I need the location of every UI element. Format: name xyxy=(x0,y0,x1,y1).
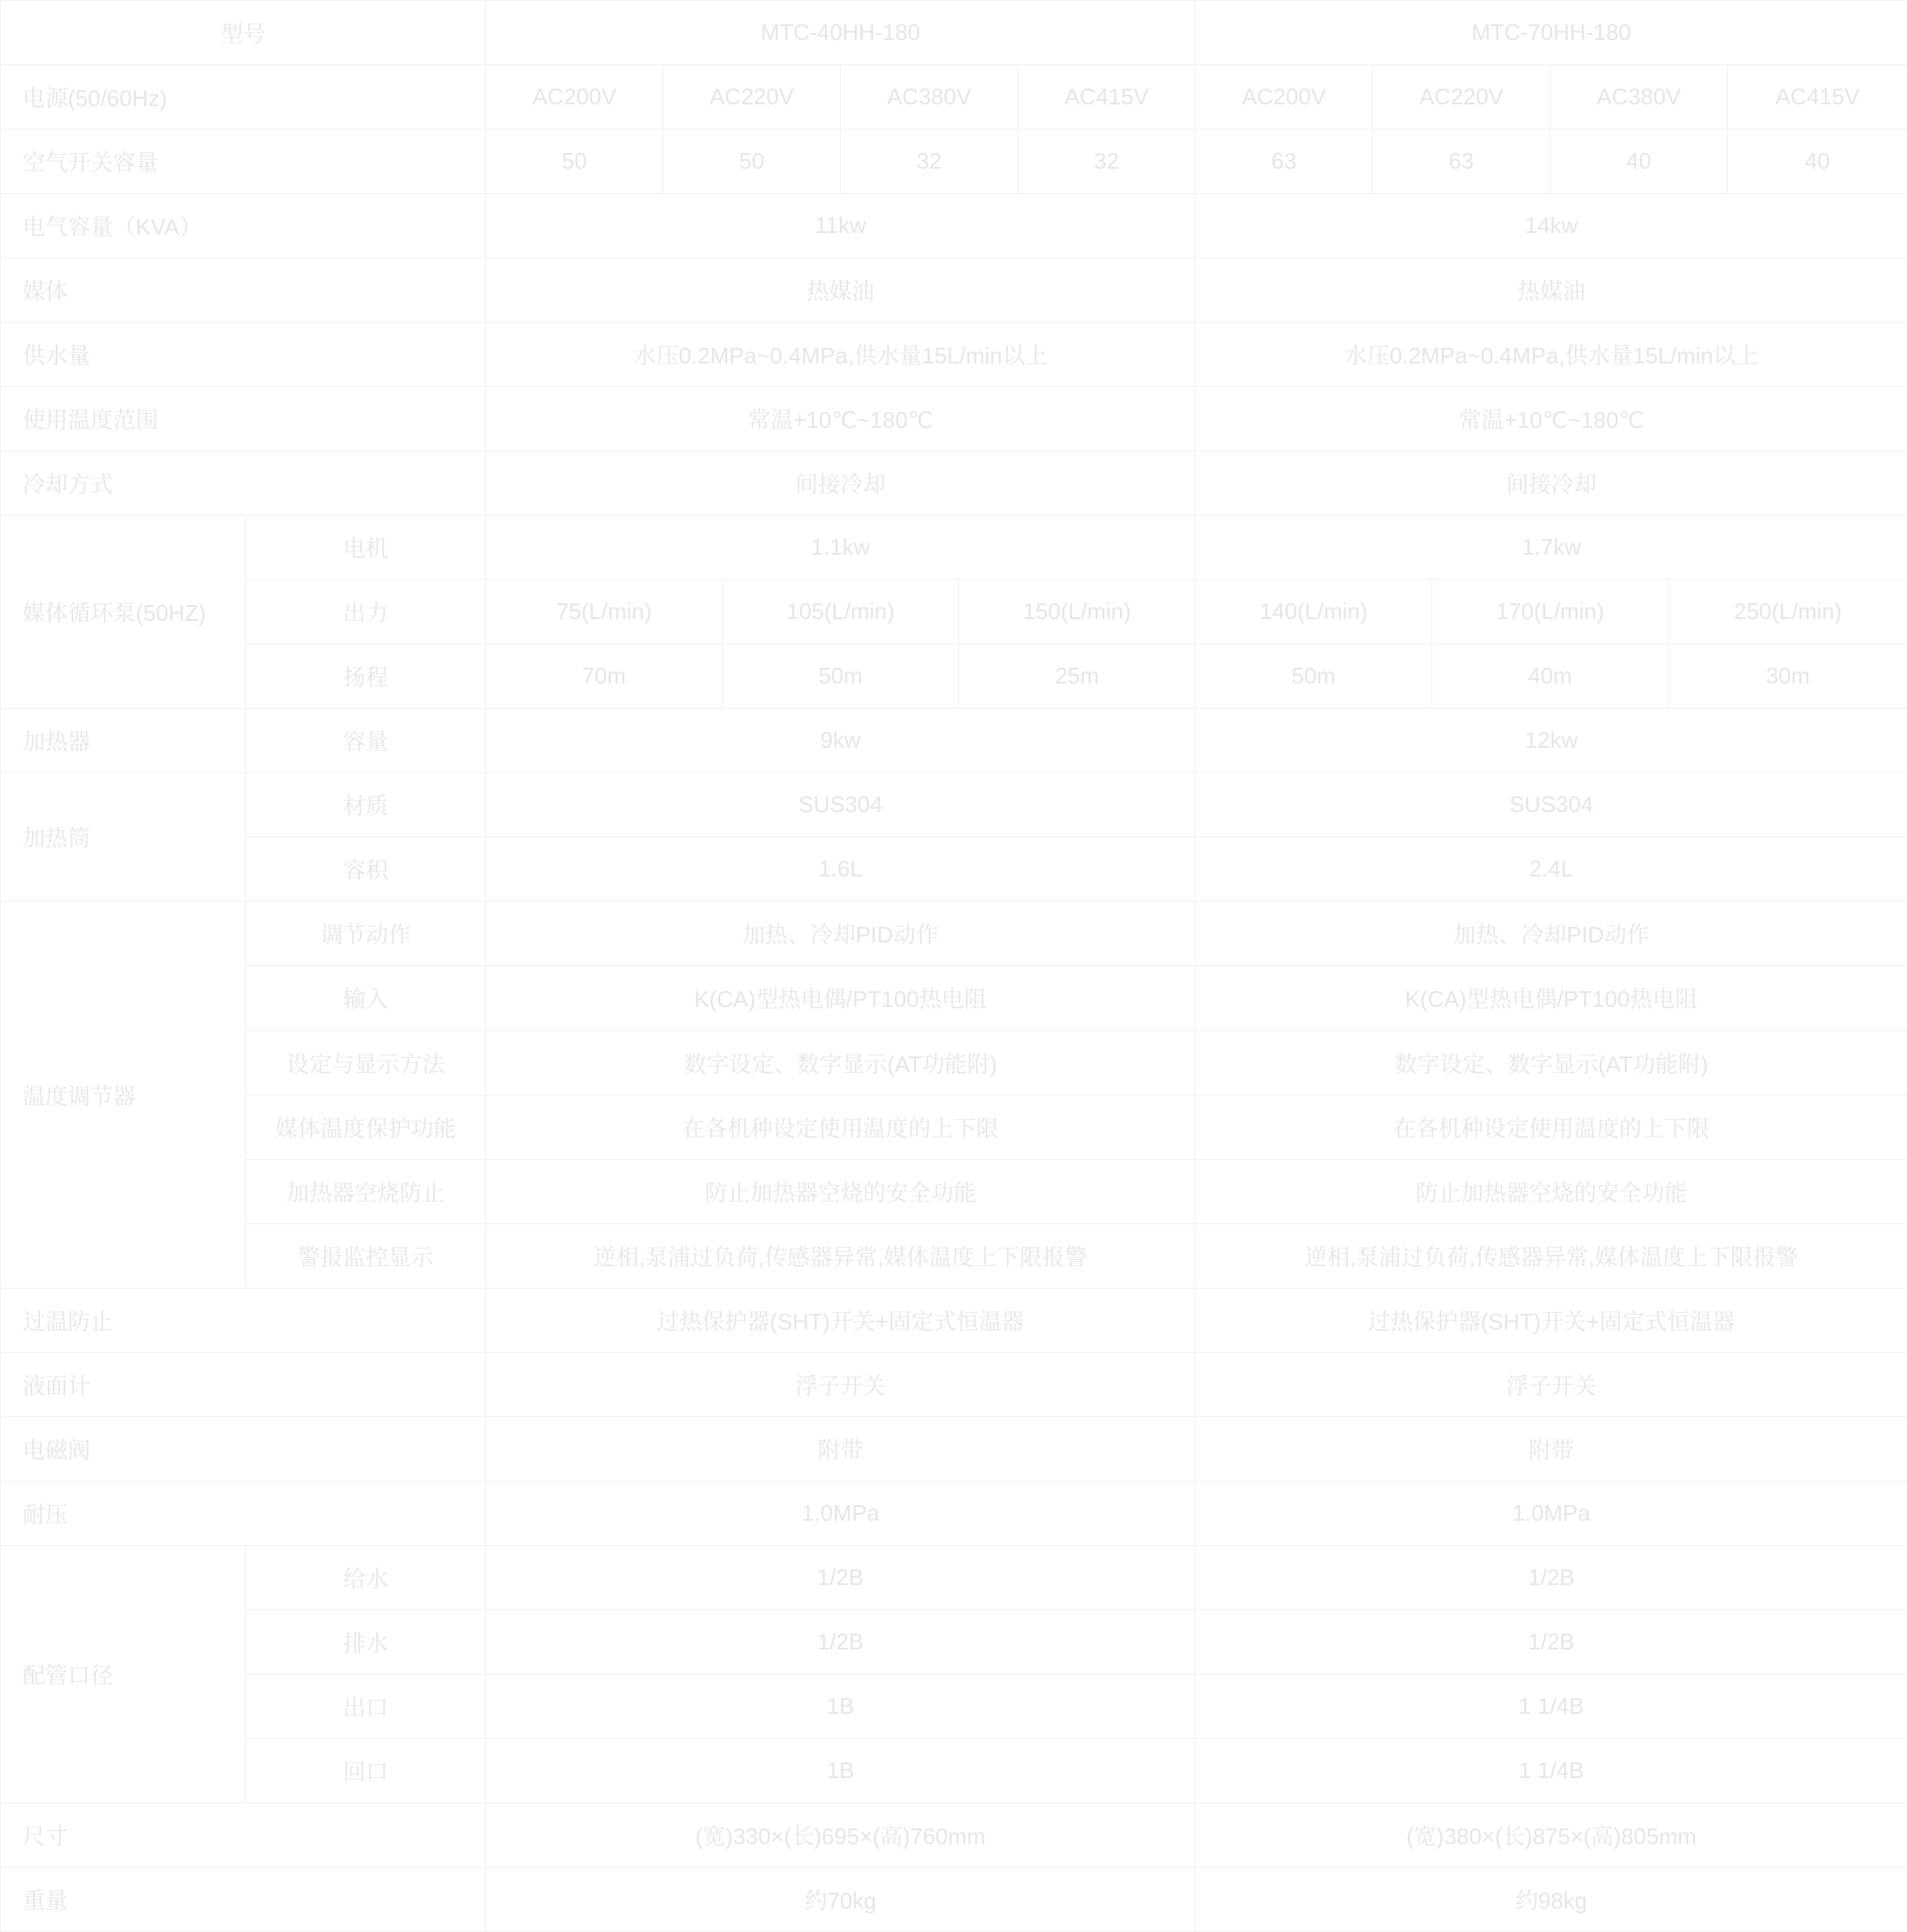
table-row xyxy=(1,1481,1907,1545)
table-row xyxy=(1,1223,1907,1288)
cell-value: K(CA)型热电偶/PT100热电阻 xyxy=(486,966,1196,1030)
row-label: 电气容量（KVA） xyxy=(1,194,486,258)
row-sublabel: 调节动作 xyxy=(246,902,486,966)
row-label: 冷却方式 xyxy=(1,451,486,516)
cell-value: 1/2B xyxy=(486,1545,1196,1609)
row-label: 液面计 xyxy=(1,1352,486,1416)
table-row xyxy=(1,837,1907,902)
cell-value: 2.4L xyxy=(1196,837,1907,902)
cell-value: 防止加热器空烧的安全功能 xyxy=(1196,1159,1907,1223)
cell-value: 加热、冷却PID动作 xyxy=(486,902,1196,966)
table-row xyxy=(1,451,1907,516)
table-row xyxy=(1,323,1907,387)
cell-value: 40m xyxy=(1432,644,1669,709)
row-sublabel: 扬程 xyxy=(246,644,486,709)
cell-value: 250(L/min) xyxy=(1669,580,1907,644)
cell-value: 浮子开关 xyxy=(1196,1352,1907,1416)
cell-value: 附带 xyxy=(486,1416,1196,1481)
row-sublabel: 媒体温度保护功能 xyxy=(246,1095,486,1159)
cell-value: AC200V xyxy=(1196,65,1373,130)
row-sublabel: 出力 xyxy=(246,580,486,644)
cell-value: 1 1/4B xyxy=(1196,1738,1907,1802)
cell-value: 水压0.2MPa~0.4MPa,供水量15L/min以上 xyxy=(1196,323,1907,387)
row-label: 过温防止 xyxy=(1,1288,486,1352)
cell-value: 50 xyxy=(663,130,841,194)
row-sublabel: 设定与显示方法 xyxy=(246,1030,486,1095)
spec-table-body xyxy=(1,1,1907,1932)
cell-value: 1/2B xyxy=(486,1609,1196,1674)
cell-value: 1 1/4B xyxy=(1196,1674,1907,1738)
row-label: 电磁阀 xyxy=(1,1416,486,1481)
cell-value: 9kw xyxy=(486,709,1196,773)
row-label: 空气开关容量 xyxy=(1,130,486,194)
cell-value: 11kw xyxy=(486,194,1196,258)
row-label: 加热器 xyxy=(1,709,246,773)
cell-value: 加热、冷却PID动作 xyxy=(1196,902,1907,966)
cell-value: (宽)330×(长)695×(高)760mm xyxy=(486,1802,1196,1867)
cell-value: 63 xyxy=(1373,130,1550,194)
cell-value: 1B xyxy=(486,1738,1196,1802)
row-sublabel: 容积 xyxy=(246,837,486,902)
cell-value: 40 xyxy=(1728,130,1907,194)
row-sublabel: 警报监控显示 xyxy=(246,1223,486,1288)
table-row xyxy=(1,1,1907,65)
table-row xyxy=(1,516,1907,580)
row-sublabel: 给水 xyxy=(246,1545,486,1609)
cell-value: SUS304 xyxy=(486,773,1196,837)
cell-value: 63 xyxy=(1196,130,1373,194)
row-sublabel: 输入 xyxy=(246,966,486,1030)
cell-value: 30m xyxy=(1669,644,1907,709)
cell-value: AC200V xyxy=(486,65,663,130)
table-row xyxy=(1,1867,1907,1931)
cell-value: 75(L/min) xyxy=(486,580,723,644)
cell-value: 50 xyxy=(486,130,663,194)
model-header: MTC-40HH-180 xyxy=(486,1,1196,65)
cell-value: 间接冷却 xyxy=(486,451,1196,516)
cell-value: 过热保护器(SHT)开关+固定式恒温器 xyxy=(1196,1288,1907,1352)
table-row xyxy=(1,130,1907,194)
cell-value: 逆相,泵浦过负荷,传感器异常,媒体温度上下限报警 xyxy=(1196,1223,1907,1288)
row-sublabel: 材质 xyxy=(246,773,486,837)
row-label: 温度调节器 xyxy=(1,902,246,1288)
table-row xyxy=(1,1738,1907,1802)
table-row xyxy=(1,1095,1907,1159)
cell-value: 1/2B xyxy=(1196,1609,1907,1674)
row-label: 尺寸 xyxy=(1,1802,486,1867)
cell-value: 逆相,泵浦过负荷,传感器异常,媒体温度上下限报警 xyxy=(486,1223,1196,1288)
table-row xyxy=(1,1159,1907,1223)
table-row xyxy=(1,1030,1907,1095)
cell-value: 14kw xyxy=(1196,194,1907,258)
cell-value: AC220V xyxy=(663,65,841,130)
cell-value: 数字设定、数字显示(AT功能附) xyxy=(486,1030,1196,1095)
row-label: 加热筒 xyxy=(1,773,246,902)
cell-value: 约98kg xyxy=(1196,1867,1907,1931)
table-row xyxy=(1,1545,1907,1609)
cell-value: 12kw xyxy=(1196,709,1907,773)
row-label: 供水量 xyxy=(1,323,486,387)
table-row xyxy=(1,966,1907,1030)
row-sublabel: 加热器空烧防止 xyxy=(246,1159,486,1223)
cell-value: 50m xyxy=(1196,644,1432,709)
table-row xyxy=(1,1288,1907,1352)
cell-value: 1/2B xyxy=(1196,1545,1907,1609)
cell-value: 常温+10℃~180℃ xyxy=(486,387,1196,451)
cell-value: 1.0MPa xyxy=(486,1481,1196,1545)
table-row xyxy=(1,644,1907,709)
cell-value: 水压0.2MPa~0.4MPa,供水量15L/min以上 xyxy=(486,323,1196,387)
cell-value: 105(L/min) xyxy=(723,580,959,644)
cell-value: 70m xyxy=(486,644,723,709)
row-label: 使用温度范围 xyxy=(1,387,486,451)
cell-value: 25m xyxy=(959,644,1196,709)
row-sublabel: 回口 xyxy=(246,1738,486,1802)
cell-value: 170(L/min) xyxy=(1432,580,1669,644)
table-row xyxy=(1,902,1907,966)
row-label: 耐压 xyxy=(1,1481,486,1545)
table-row xyxy=(1,194,1907,258)
model-header: MTC-70HH-180 xyxy=(1196,1,1907,65)
table-row xyxy=(1,1609,1907,1674)
row-sublabel: 排水 xyxy=(246,1609,486,1674)
table-row xyxy=(1,1352,1907,1416)
cell-value: 1.6L xyxy=(486,837,1196,902)
cell-value: 热媒油 xyxy=(1196,258,1907,323)
cell-value: AC415V xyxy=(1728,65,1907,130)
row-label: 配管口径 xyxy=(1,1545,246,1802)
cell-value: 常温+10℃~180℃ xyxy=(1196,387,1907,451)
cell-value: 1.0MPa xyxy=(1196,1481,1907,1545)
cell-value: 防止加热器空烧的安全功能 xyxy=(486,1159,1196,1223)
row-label: 电源(50/60Hz) xyxy=(1,65,486,130)
cell-value: 附带 xyxy=(1196,1416,1907,1481)
cell-value: 1.1kw xyxy=(486,516,1196,580)
cell-value: AC220V xyxy=(1373,65,1550,130)
cell-value: K(CA)型热电偶/PT100热电阻 xyxy=(1196,966,1907,1030)
cell-value: 1B xyxy=(486,1674,1196,1738)
row-sublabel: 容量 xyxy=(246,709,486,773)
cell-value: AC380V xyxy=(841,65,1018,130)
row-sublabel: 电机 xyxy=(246,516,486,580)
cell-value: 在各机种设定使用温度的上下限 xyxy=(486,1095,1196,1159)
table-row xyxy=(1,709,1907,773)
cell-value: 40 xyxy=(1550,130,1728,194)
row-label: 媒体循环泵(50HZ) xyxy=(1,516,246,709)
cell-value: 过热保护器(SHT)开关+固定式恒温器 xyxy=(486,1288,1196,1352)
cell-value: AC415V xyxy=(1018,65,1196,130)
table-row xyxy=(1,1416,1907,1481)
cell-value: 32 xyxy=(841,130,1018,194)
cell-value: 1.7kw xyxy=(1196,516,1907,580)
cell-value: 浮子开关 xyxy=(486,1352,1196,1416)
table-row xyxy=(1,1802,1907,1867)
table-row xyxy=(1,65,1907,130)
cell-value: 间接冷却 xyxy=(1196,451,1907,516)
table-row xyxy=(1,580,1907,644)
row-sublabel: 型号 xyxy=(1,1,486,65)
table-row xyxy=(1,1674,1907,1738)
row-sublabel: 出口 xyxy=(246,1674,486,1738)
table-row xyxy=(1,258,1907,323)
cell-value: 数字设定、数字显示(AT功能附) xyxy=(1196,1030,1907,1095)
cell-value: 在各机种设定使用温度的上下限 xyxy=(1196,1095,1907,1159)
cell-value: 约70kg xyxy=(486,1867,1196,1931)
cell-value: 50m xyxy=(723,644,959,709)
row-label: 重量 xyxy=(1,1867,486,1931)
cell-value: SUS304 xyxy=(1196,773,1907,837)
table-row xyxy=(1,773,1907,837)
cell-value: 32 xyxy=(1018,130,1196,194)
row-label: 媒体 xyxy=(1,258,486,323)
cell-value: 热媒油 xyxy=(486,258,1196,323)
cell-value: 150(L/min) xyxy=(959,580,1196,644)
cell-value: 140(L/min) xyxy=(1196,580,1432,644)
table-row xyxy=(1,387,1907,451)
cell-value: AC380V xyxy=(1550,65,1728,130)
cell-value: (宽)380×(长)875×(高)805mm xyxy=(1196,1802,1907,1867)
